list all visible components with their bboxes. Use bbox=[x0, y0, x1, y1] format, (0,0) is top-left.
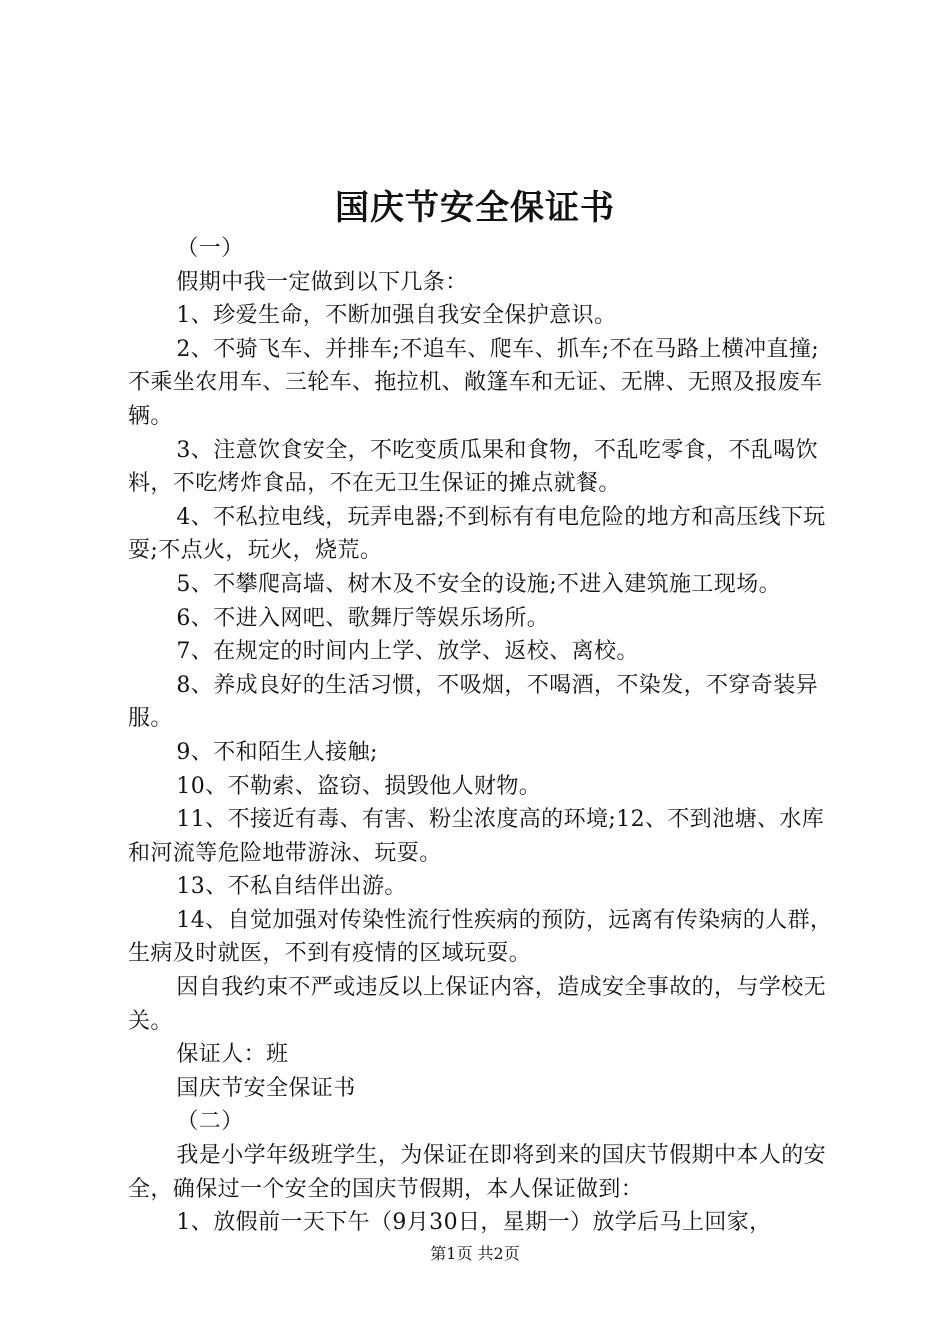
paragraph: 因自我约束不严或违反以上保证内容，造成安全事故的，与学校无关。 bbox=[128, 975, 826, 1034]
paragraph: 13、不私自结伴出游。 bbox=[176, 874, 407, 900]
paragraph: 2、不骑飞车、并排车;不追车、爬车、抓车;不在马路上横冲直撞;不乘坐农用车、三轮车、拖拉机、敞篷车和无证、无牌、无照及报废车辆。 bbox=[128, 336, 823, 429]
paragraph: 1、放假前一天下午（9月30日，星期一）放学后马上回家， bbox=[176, 1210, 772, 1236]
paragraph: 8、养成良好的生活习惯，不吸烟，不喝酒，不染发，不穿奇装异服。 bbox=[128, 672, 818, 732]
paragraph: 假期中我一定做到以下几条： bbox=[176, 269, 468, 295]
paragraph: 9、不和陌生人接触; bbox=[176, 739, 378, 765]
page-footer: 第1页 共2页 bbox=[430, 1244, 520, 1263]
paragraph: 保证人：班 bbox=[176, 1042, 289, 1068]
document-body bbox=[128, 232, 840, 1240]
document-title: 国庆节安全保证书 bbox=[335, 188, 615, 228]
paragraph: 14、自觉加强对传染性流行性疾病的预防，远离有传染病的人群，生病及时就医，不到有疫情的区域玩耍。 bbox=[128, 907, 833, 967]
paragraph: 国庆节安全保证书 bbox=[176, 1075, 356, 1101]
paragraph: 10、不勒索、盗窃、损毁他人财物。 bbox=[176, 773, 542, 799]
paragraph: （一） bbox=[176, 236, 244, 261]
paragraph: 我是小学年级班学生，为保证在即将到来的国庆节假期中本人的安全，确保过一个安全的国庆节假期，本人保证做到： bbox=[128, 1143, 826, 1202]
paragraph: （二） bbox=[176, 1109, 244, 1135]
paragraph: 5、不攀爬高墙、树木及不安全的设施;不进入建筑施工现场。 bbox=[176, 571, 782, 597]
paragraph: 7、在规定的时间内上学、放学、返校、离校。 bbox=[176, 639, 639, 665]
paragraph: 11、不接近有毒、有害、粉尘浓度高的环境;12、不到池塘、水库和河流等危险地带游泳、玩耍。 bbox=[128, 807, 825, 866]
paragraph: 4、不私拉电线，玩弄电器;不到标有有电危险的地方和高压线下玩耍;不点火，玩火，烧荒。 bbox=[128, 504, 826, 564]
paragraph: 3、注意饮食安全，不吃变质瓜果和食物，不乱吃零食，不乱喝饮料，不吃烤炸食品，不在无卫生保证的摊点就餐。 bbox=[128, 437, 818, 497]
paragraph: 6、不进入网吧、歌舞厅等娱乐场所。 bbox=[176, 605, 550, 631]
paragraph: 1、珍爱生命，不断加强自我安全保护意识。 bbox=[176, 303, 617, 329]
